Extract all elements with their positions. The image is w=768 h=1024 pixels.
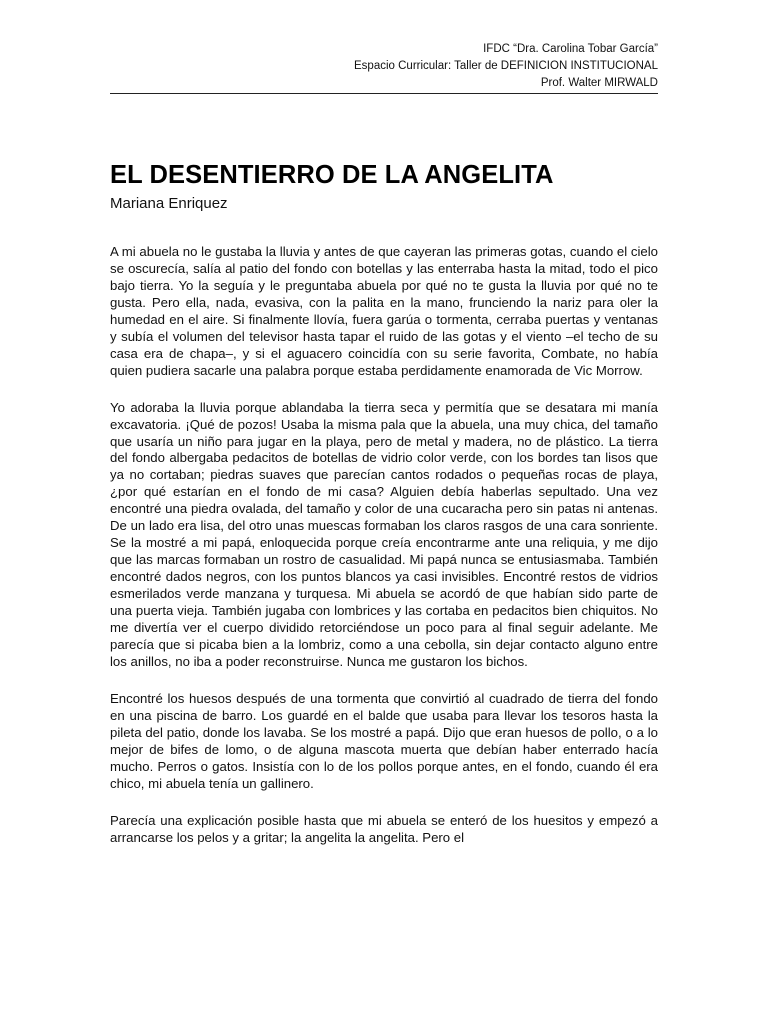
header-divider [110, 93, 658, 94]
header-curricular-space: Espacio Curricular: Taller de DEFINICION INSTITUCIONAL [354, 60, 658, 72]
document-body [110, 244, 658, 867]
document-title: EL DESENTIERRO DE LA ANGELITA [110, 161, 554, 189]
header-professor: Prof. Walter MIRWALD [540, 77, 658, 89]
paragraph-1: A mi abuela no le gustaba la lluvia y antes de que cayeran las primeras gotas, cuando el cielo se oscurecía, salía al patio del fondo con botellas y las enterraba hasta la mitad, todo el pico bajo tierra. Yo la seguía y le preguntaba abuela por qué no te gusta la lluvia por qué no te gusta. Pero ella, nada, evasiva, con la palita en la mano, frunciendo la nariz para oler la humedad en el aire. Si finalmente llovía, fuera garúa o tormenta, cerraba puertas y ventanas y subía el volumen del televisor hasta tapar el ruido de las gotas y el viento –el techo de su casa era de chapa–, y si el aguacero coincidía con su serie favorita, Combate, no había quien pudiera sacarle una palabra porque estaba perdidamente enamorada de Vic Morrow. [110, 244, 658, 378]
page-header [98, 41, 658, 92]
header-institution: IFDC “Dra. Carolina Tobar García” [483, 43, 658, 55]
paragraph-3: Encontré los huesos después de una tormenta que convirtió al cuadrado de tierra del fondo en una piscina de barro. Los guardé en el balde que usaba para llevar los tesoros hasta la pileta del patio, donde los lavaba. Se los mostré a papá. Dijo que eran huesos de pollo, o a lo mejor de bifes de lomo, o de alguna mascota muerta que debían haber enterrado hacía mucho. Perros o gatos. Insistía con lo de los pollos porque antes, en el fondo, cuando él era chico, mi abuela tenía un gallinero. [110, 690, 658, 791]
paragraph-4: Parecía una explicación posible hasta que mi abuela se enteró de los huesitos y empezó a arrancarse los pelos y a gritar; la angelita la angelita. Pero el [110, 812, 658, 845]
paragraph-2: Yo adoraba la lluvia porque ablandaba la tierra seca y permitía que se desatara mi manía excavatoria. ¡Qué de pozos! Usaba la misma pala que la abuela, una muy chica, del tamaño que usaría un niño para jugar en la playa, pero de metal y madera, no de plástico. La tierra del fondo albergaba pedacitos de botellas de vidrio color verde, con los bordes tan lisos que ya no cortaban; piedras suaves que parecían cantos rodados o pequeñas rocas de playa, ¿por qué estarían en el fondo de mi casa? Alguien debía haberlas sepultado. Una vez encontré una piedra ovalada, del tamaño y color de una cucaracha pero sin patas ni antenas. De un lado era lisa, del otro unas muescas formaban los claros rasgos de una cara sonriente. Se la mostré a mi papá, enloquecida porque creía encontrarme ante una reliquia, y me dijo que las marcas formaban un rostro de casualidad. Mi papá nunca se entusiasmaba. También encontré dados negros, con los puntos blancos ya casi invisibles. Encontré restos de vidrios esmerilados verde manzana y turquesa. Mi abuela se acordó de que habían sido parte de una puerta vieja. También jugaba con lombrices y las cortaba en pedacitos bien chiquitos. No me divertía ver el cuerpo dividido retorciéndose un poco para al final seguir adelante. Me parecía que si picaba bien a la lombriz, como a una cebolla, sin dejar contacto alguno entre los anillos, no iba a poder reconstruirse. Nunca me gustaron los bichos. [110, 399, 658, 669]
document-author: Mariana Enriquez [110, 195, 228, 212]
